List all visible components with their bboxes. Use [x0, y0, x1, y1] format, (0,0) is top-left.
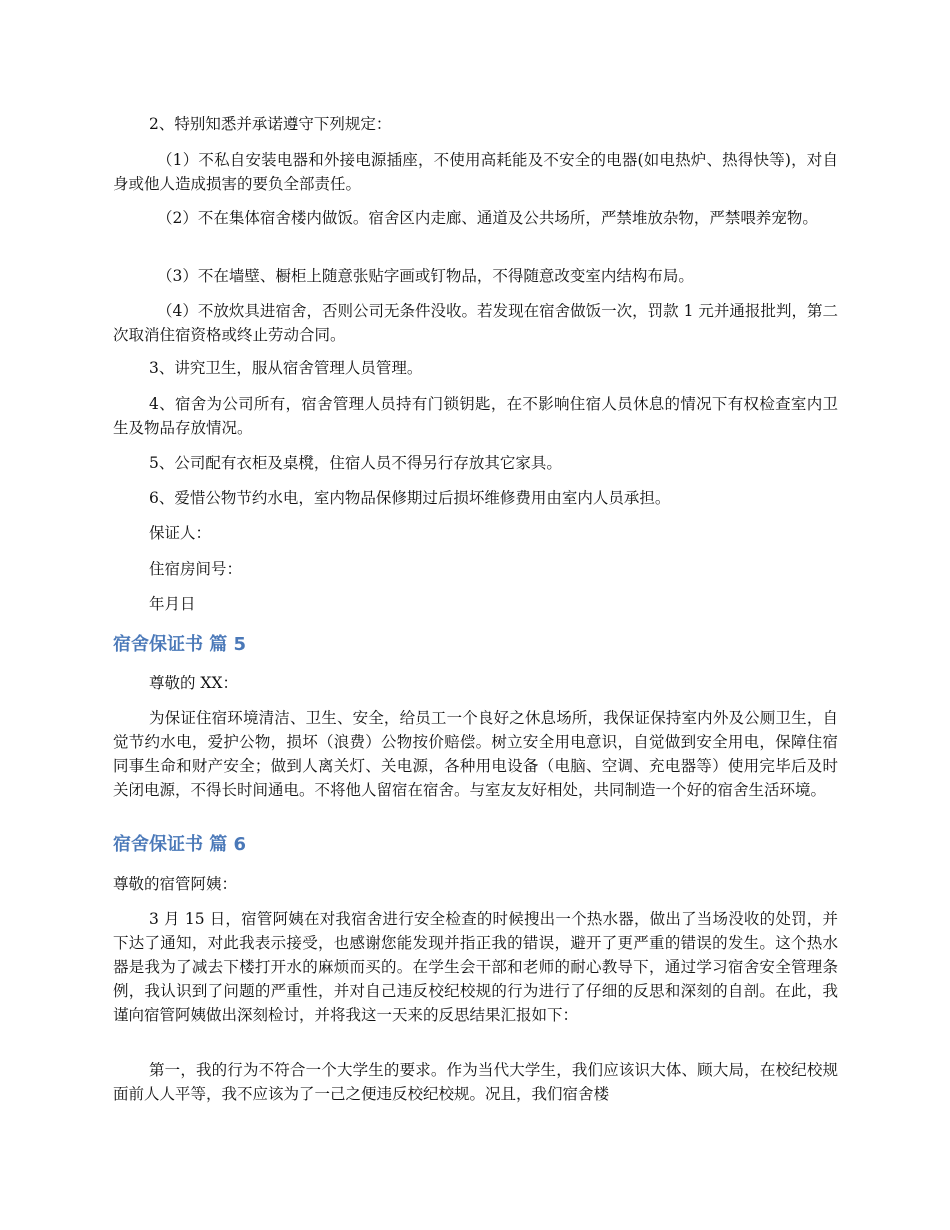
rule-item-5: 5、公司配有衣柜及桌櫈，住宿人员不得另行存放其它家具。: [149, 454, 562, 472]
rule-subitem-1: （1）不私自安装电器和外接电源插座，不使用高耗能及不安全的电器(如电热炉、热得快等)，对自身或他人造成损害的要负全部责任。: [113, 151, 838, 193]
rule-item-2: 2、特别知悉并承诺遵守下列规定：: [149, 115, 392, 133]
date-label: 年月日: [149, 595, 196, 613]
section-6-body-2: 第一，我的行为不符合一个大学生的要求。作为当代大学生，我们应该识大体、顾大局，在校纪校规面前人人平等，我不应该为了一己之便违反校纪校规。况且，我们宿舍楼: [113, 1061, 838, 1103]
rule-item-6: 6、爱惜公物节约水电，室内物品保修期过后损坏维修费用由室内人员承担。: [149, 489, 671, 507]
rule-item-4: 4、宿舍为公司所有，宿舍管理人员持有门锁钥匙，在不影响住宿人员休息的情况下有权检查室内卫生及物品存放情况。: [113, 395, 838, 437]
section-heading-5: 宿舍保证书 篇 5: [113, 634, 247, 655]
room-number-label: 住宿房间号：: [149, 560, 243, 578]
guarantor-label: 保证人：: [149, 524, 212, 542]
section-5-body: 为保证住宿环境清洁、卫生、安全，给员工一个良好之休息场所，我保证保持室内外及公厕卫生，自觉节约水电，爱护公物，损坏（浪费）公物按价赔偿。树立安全用电意识，自觉做到安全用电，保障住宿同事生命和财产安全；做到人离关灯、关电源，各种用电设备（电脑、空调、充电器等）使用完毕后及时关闭电源，不得长时间通电。不将他人留宿在宿舍。与室友友好相处，共同制造一个好的宿舍生活环境。: [113, 709, 838, 799]
salutation-6: 尊敬的宿管阿姨：: [113, 875, 238, 893]
rule-item-3: 3、讲究卫生，服从宿舍管理人员管理。: [149, 359, 423, 377]
rule-subitem-2: （2）不在集体宿舍楼内做饭。宿舍区内走廊、通道及公共场所，严禁堆放杂物，严禁喂养宠物。: [157, 209, 818, 227]
section-heading-6: 宿舍保证书 篇 6: [113, 834, 247, 855]
salutation-5: 尊敬的 XX：: [149, 674, 238, 692]
rule-subitem-3: （3）不在墙壁、橱柜上随意张贴字画或钉物品，不得随意改变室内结构布局。: [157, 267, 694, 285]
section-6-body-1: 3 月 15 日，宿管阿姨在对我宿舍进行安全检查的时候搜出一个热水器，做出了当场没收的处罚，并下达了通知，对此我表示接受，也感谢您能发现并指正我的错误，避开了更严重的错误的发生。这个热水器是我为了减去下楼打开水的麻烦而买的。在学生会干部和老师的耐心教导下，通过学习宿舍安全管理条例，我认识到了问题的严重性，并对自己违反校纪校规的行为进行了仔细的反思和深刻的自剖。在此，我谨向宿管阿姨做出深刻检讨，并将我这一天来的反思结果汇报如下：: [113, 910, 838, 1024]
rule-subitem-4: （4）不放炊具进宿舍，否则公司无条件没收。若发现在宿舍做饭一次，罚款 1 元并通报批判，第二次取消住宿资格或终止劳动合同。: [113, 302, 838, 344]
